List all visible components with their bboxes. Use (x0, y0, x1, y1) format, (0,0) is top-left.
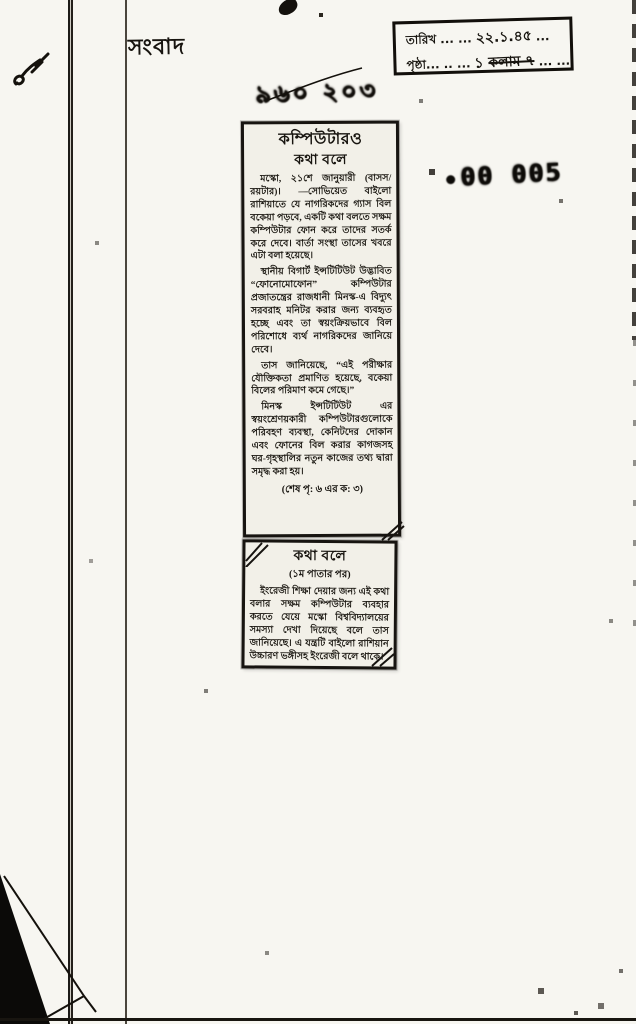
page-bottom-edge-rule (0, 1018, 636, 1021)
page-value-handwritten (474, 49, 535, 75)
page-label: পৃষ্ঠা... (406, 57, 440, 73)
news-clipping-continuation (241, 539, 397, 669)
handwritten-subject-label: সংবাদ (127, 34, 186, 61)
number-stamp: 00 005 (459, 157, 564, 192)
date-page-reference-box (392, 16, 573, 75)
page-fold-outline-icon (0, 870, 140, 1024)
page-value-number: ১ (474, 55, 485, 72)
clipping1-paragraph: মিনস্ক ইন্সটিটিউট এর স্বয়ংশ্রেণয়কারী কম্পিউটারগুলোকে পরিবহণ ব্যবস্থা, কেনিটদের দোকান এবং ফোনের বিল করার কাগজসহ ঘর-গৃহস্থালির নতুন কাজের তথ্য দ্বারা সমৃদ্ধ করা হয়। (251, 402, 393, 478)
clipping2-headline: কথা বলে (293, 548, 347, 565)
date-value-handwritten: ২২.১.৪৫ (475, 28, 533, 47)
clipping2-body: ইংরেজী শিক্ষা দেয়ার জন্য এই কথা বলার সক্ষম কম্পিউটার ব্যবহার করতে যেয়ে মস্কো বিশ্ববিদ্যালয়ের সমস্যা দেখা দিয়েছে বলে তাস জানিয়েছে। এ যন্ত্রটি বাইলো রাশিয়ান উচ্চারণ ভঙ্গীসহ ইংরেজী বলে থাকে। (249, 586, 390, 663)
clipping1-paragraph: তাস জানিয়েছে, “এই পরীক্ষার যৌক্তিকতা প্রমাণিত হয়েছে, বকেয়া বিলের পরিমাণ কমে গেছে।” (251, 360, 393, 397)
news-clipping-main (241, 121, 401, 538)
date-label: তারিখ (405, 32, 437, 48)
clipping1-continuation-note: (শেষ পৃ: ৬ এর ক: ৩) (281, 483, 363, 496)
clipping1-paragraph: স্থানীয় বিগার্ট ইন্সটিটিউট উদ্ভাবিত “ফোনোমোফোন” কম্পিউটার প্রজাতন্ত্রের রাজধানী মিনস্ক-এ বিদ্যুৎ সরবরাহ মনিটর করার জন্য ব্যবহৃত হচ্ছে এবং তা স্বয়ংক্রিয়ভাবে বিল পরিশোধে ব্যর্থ নাগরিকদের জানিয়ে দেবে। (250, 266, 393, 356)
clipping2-subhead: (১ম পাতার পর) (288, 568, 351, 581)
reference-page-line (406, 49, 571, 76)
scan-edge-artifact (632, 0, 636, 340)
clipping1-headline-line2: কথা বলে (294, 152, 348, 168)
corner-scribble-icon (8, 40, 58, 95)
page-value-struck-text: কলাম ৭ (488, 53, 535, 72)
page-dots: .. ... (443, 56, 471, 72)
ink-blob-icon (276, 0, 300, 18)
serial-stamp: ৯৬০ ২০৩ (254, 75, 379, 109)
date-dots-tail: ... (535, 29, 550, 44)
clipping1-paragraph: মস্কো, ২১শে জানুয়ারী (বাসস/রয়টার)। —সোভিয়েত বাইলো রাশিয়াতে যে নাগরিকদের গ্যাস বিল বকেয়া পড়বে, একটি কথা বলতে সক্ষম কম্পিউটার ফোন করে তাদের সতর্ক করে দেবে। বার্তা সংস্থা তাসের খবরে এটা বলা হয়েছে। (250, 173, 392, 262)
stamp-flick-stroke-icon (250, 66, 380, 112)
clipping1-headline-line1: কম্পিউটারও (278, 130, 363, 149)
ink-specks (0, 0, 2, 2)
date-dots: ... ... (440, 31, 472, 47)
page-dots-tail: ... ... (538, 53, 571, 69)
